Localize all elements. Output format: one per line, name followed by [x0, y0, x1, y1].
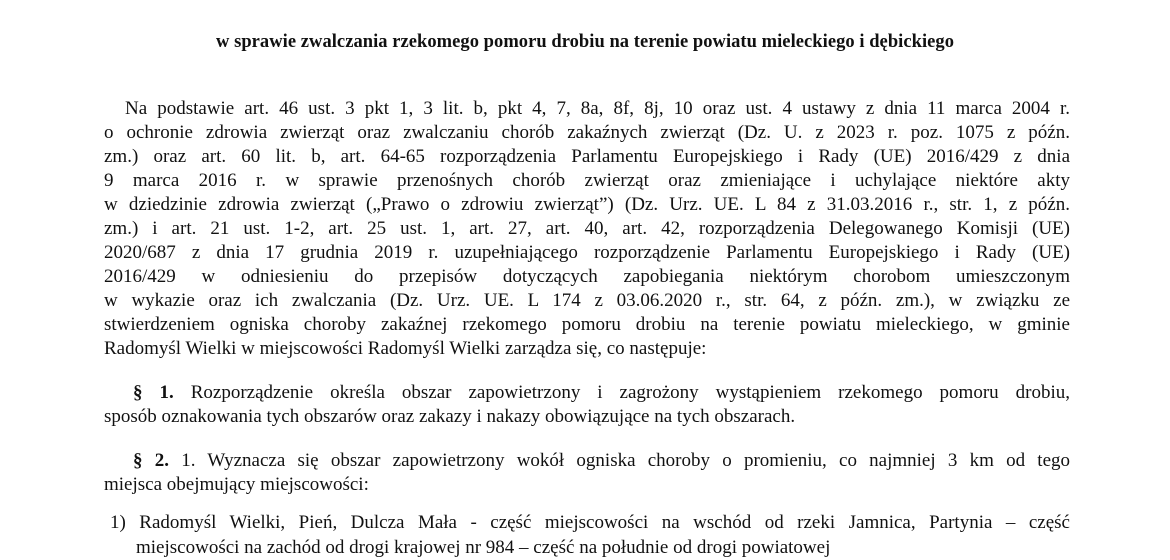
- preamble-line-6: zm.) i art. 21 ust. 1-2, art. 25 ust. 1, art. 27, art. 40, art. 42, rozporządzenia Delegowanego Komisji (UE): [104, 218, 1070, 239]
- preamble-line-5: w dziedzinie zdrowia zwierząt („Prawo o zdrowiu zwierząt”) (Dz. Urz. UE. L 84 z 31.03.2016 r., str. 1, z późn.: [104, 194, 1070, 215]
- section-2-text: 1. Wyznacza się obszar zapowietrzony wokół ogniska choroby o promieniu, co najmniej 3 km od tego: [168, 450, 1071, 471]
- section-2-line-2: miejsca obejmujący miejscowości:: [104, 474, 369, 495]
- section-1-line-1: [133, 381, 1070, 405]
- preamble-line-3: zm.) oraz art. 60 lit. b, art. 64-65 rozporządzenia Parlamentu Europejskiego i Rady (UE) 2016/429 z dnia: [104, 146, 1070, 167]
- preamble-line-7: 2020/687 z dnia 17 grudnia 2019 r. uzupełniającego rozporządzenie Parlamentu Europejskiego i Rady (UE): [104, 242, 1070, 263]
- list-item-1: 1) Radomyśl Wielki, Pień, Dulcza Mała - część miejscowości na wschód od rzeki Jamnica, Partynia – część: [110, 512, 1070, 533]
- preamble-line-2: o ochronie zdrowia zwierząt oraz zwalczaniu chorób zakaźnych zwierząt (Dz. U. z 2023 r. poz. 1075 z późn.: [104, 122, 1070, 143]
- section-2-line-1: [133, 449, 1070, 473]
- preamble-line-9: w wykazie oraz ich zwalczania (Dz. Urz. UE. L 174 z 03.06.2020 r., str. 64, z późn. zm.), w związku ze: [104, 290, 1070, 311]
- section-1-line-2: sposób oznakowania tych obszarów oraz zakazy i nakazy obowiązujące na tych obszarach.: [104, 406, 796, 427]
- section-2-mark: § 2.: [133, 450, 169, 471]
- document-title: w sprawie zwalczania rzekomego pomoru drobiu na terenie powiatu mieleckiego i dębickiego: [216, 32, 954, 52]
- cut-off-text-line: miejscowości na zachód od drogi krajowej nr 984 – część na południe od drogi powiatowej: [136, 537, 831, 558]
- preamble-line-8: 2016/429 w odniesieniu do przepisów dotyczących zapobiegania niektórym chorobom umieszczonym: [104, 266, 1070, 287]
- preamble-line-10: stwierdzeniem ogniska choroby zakaźnej rzekomego pomoru drobiu na terenie powiatu mieleckiego, w gminie: [104, 314, 1070, 335]
- preamble-line-11: Radomyśl Wielki w miejscowości Radomyśl Wielki zarządza się, co następuje:: [104, 338, 707, 359]
- preamble-line-4: 9 marca 2016 r. w sprawie przenośnych chorób zwierząt oraz zmieniające i uchylające niektóre akty: [104, 170, 1070, 191]
- section-1-text: Rozporządzenie określa obszar zapowietrzony i zagrożony wystąpieniem rzekomego pomoru drobiu,: [173, 382, 1070, 403]
- section-1-mark: § 1.: [133, 382, 174, 403]
- preamble-line-1: Na podstawie art. 46 ust. 3 pkt 1, 3 lit. b, pkt 4, 7, 8a, 8f, 8j, 10 oraz ust. 4 ustawy z dnia 11 marca 2004 r.: [125, 98, 1070, 119]
